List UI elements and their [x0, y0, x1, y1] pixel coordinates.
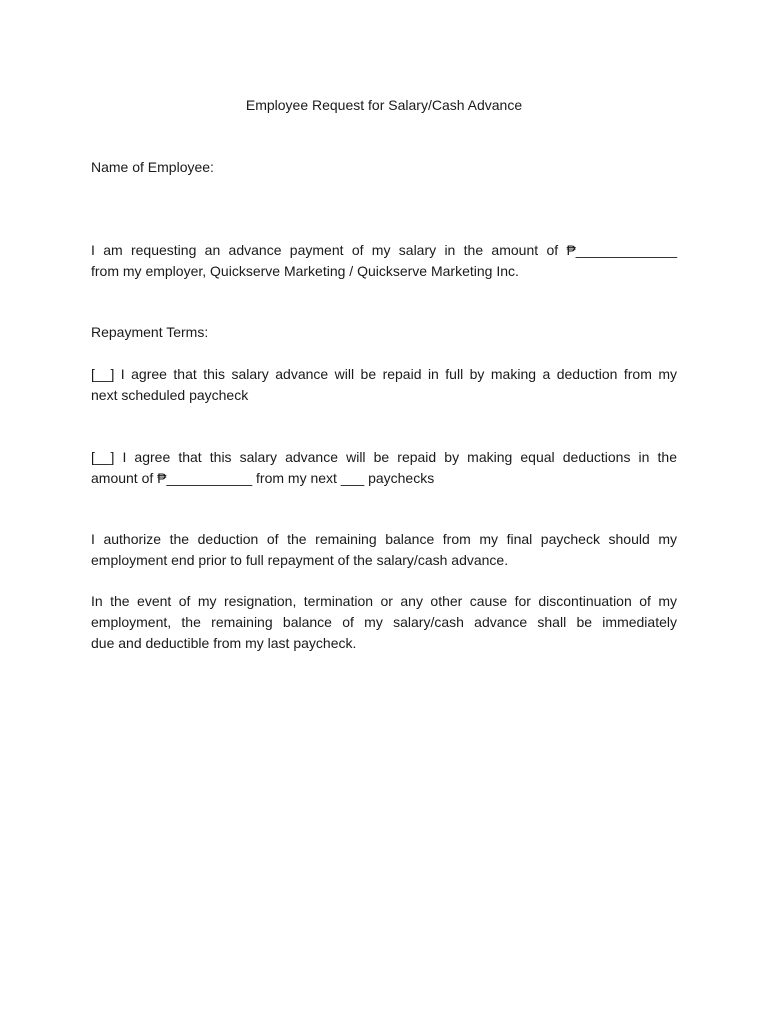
- authorization-paragraph: [91, 529, 677, 571]
- resignation-paragraph: [91, 591, 677, 654]
- resignation-line-2: employment, the remaining balance of my salary/cash advance shall be immediately: [91, 614, 677, 630]
- repayment-option-installment: [91, 447, 677, 489]
- request-line-2: from my employer, Quickserve Marketing / Quickserve Marketing Inc.: [91, 263, 519, 279]
- repayment-option-full: [91, 364, 677, 406]
- document-title: Employee Request for Salary/Cash Advance: [245, 97, 523, 113]
- authorization-line-1: I authorize the deduction of the remaining balance from my final paycheck should my: [91, 531, 677, 547]
- authorization-line-2: employment end prior to full repayment of the salary/cash advance.: [91, 552, 509, 568]
- resignation-line-3: due and deductible from my last paycheck.: [91, 635, 357, 651]
- request-line-1: I am requesting an advance payment of my salary in the amount of ₱_____________: [91, 242, 677, 258]
- option-installment-line-2: amount of ₱___________ from my next ___ paychecks: [91, 470, 435, 486]
- option-full-line-2: next scheduled paycheck: [91, 387, 249, 403]
- option-full-line-1: [__] I agree that this salary advance will be repaid in full by making a deduction from my: [91, 366, 677, 382]
- resignation-line-1: In the event of my resignation, termination or any other cause for discontinuation of my: [91, 593, 677, 609]
- repayment-terms-label: Repayment Terms:: [91, 324, 209, 340]
- option-installment-line-1: [__] I agree that this salary advance will be repaid by making equal deductions in the: [91, 449, 677, 465]
- request-paragraph: [91, 240, 677, 282]
- employee-name-label: Name of Employee:: [91, 159, 214, 175]
